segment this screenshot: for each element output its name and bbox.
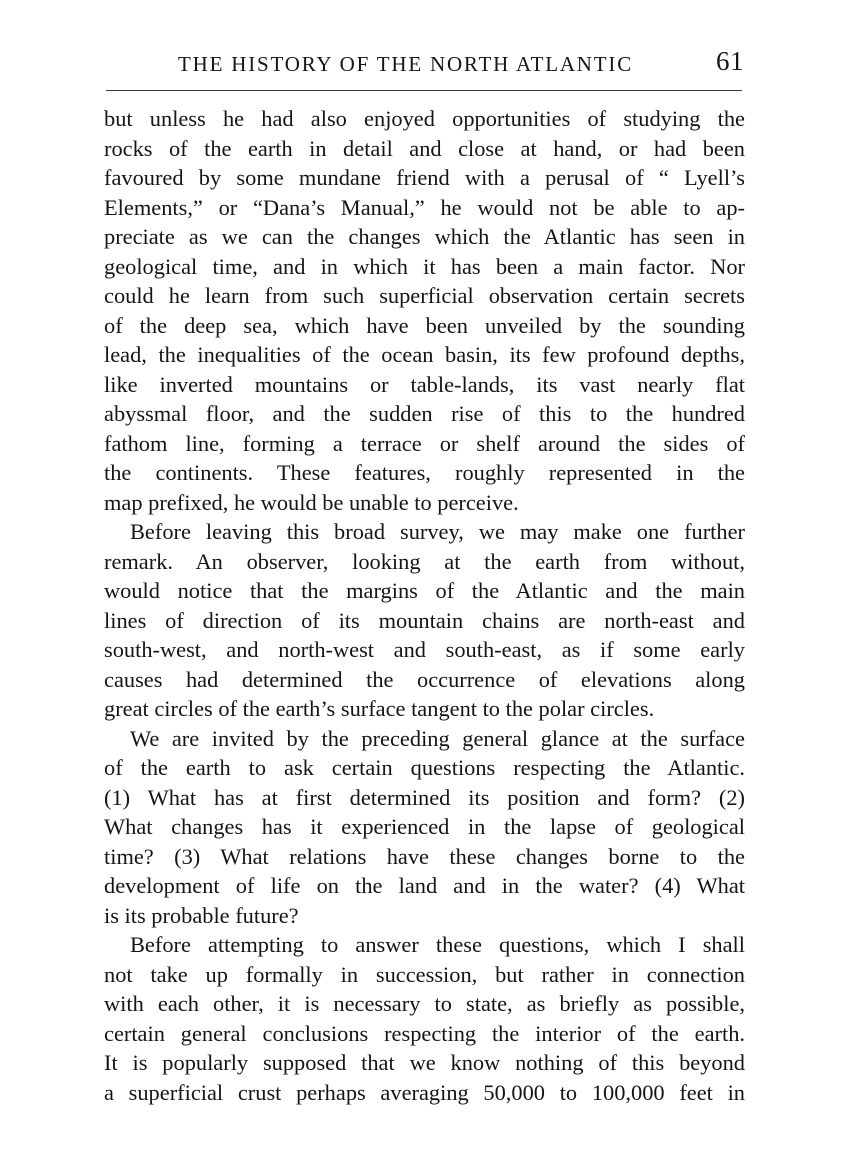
text-line: Elements,” or “Dana’s Manual,” he would not be able to ap-	[104, 194, 745, 220]
text-line: development of life on the land and in the water? (4) What	[104, 873, 745, 898]
text-line: but unless he had also enjoyed opportunities of studying the	[104, 106, 745, 131]
paragraph-first-line: Before leaving this broad survey, we may make one further	[130, 519, 745, 544]
text-line: certain general conclusions respecting the interior of the earth.	[104, 1020, 745, 1046]
text-line: abyssmal floor, and the sudden rise of this to the hundred	[104, 401, 745, 426]
text-line: lines of direction of its mountain chains are north-east and	[104, 607, 745, 633]
text-line: a superficial crust perhaps averaging 50,000 to 100,000 feet in	[104, 1079, 745, 1105]
text-line: of the deep sea, which have been unveiled by the sounding	[104, 312, 745, 338]
text-line: (1) What has at first determined its position and form? (2)	[104, 784, 745, 810]
text-line: would notice that the margins of the Atlantic and the main	[104, 578, 745, 603]
text-line: of the earth to ask certain questions respecting the Atlantic.	[104, 755, 745, 780]
text-line: geological time, and in which it has been a main factor. Nor	[104, 253, 745, 279]
text-line: fathom line, forming a terrace or shelf around the sides of	[104, 430, 745, 456]
text-line: map prefixed, he would be unable to perceive.	[104, 489, 519, 515]
text-line: preciate as we can the changes which the Atlantic has seen in	[104, 224, 745, 249]
running-title: THE HISTORY OF THE NORTH ATLANTIC	[178, 52, 634, 76]
paragraph-first-line: We are invited by the preceding general glance at the surface	[130, 725, 745, 751]
text-line: rocks of the earth in detail and close at hand, or had been	[104, 135, 745, 161]
text-line: What changes has it experienced in the lapse of geological	[104, 814, 745, 839]
text-line: could he learn from such superficial observation certain secrets	[104, 283, 745, 308]
text-line: like inverted mountains or table-lands, its vast nearly flat	[104, 371, 745, 397]
header-rule	[106, 90, 742, 91]
text-line: not take up formally in succession, but rather in connection	[104, 961, 745, 987]
running-head	[178, 44, 744, 84]
text-line: south-west, and north-west and south-east, as if some early	[104, 637, 745, 662]
page-number: 61	[716, 46, 744, 76]
text-line: the continents. These features, roughly represented in the	[104, 460, 745, 485]
text-line: lead, the inequalities of the ocean basin, its few profound depths,	[104, 342, 745, 367]
text-line: great circles of the earth’s surface tangent to the polar circles.	[104, 696, 655, 721]
body-text	[104, 104, 745, 1107]
paragraph-first-line: Before attempting to answer these questions, which I shall	[130, 932, 745, 957]
text-line: favoured by some mundane friend with a perusal of “ Lyell’s	[104, 165, 745, 190]
text-line: It is popularly supposed that we know nothing of this beyond	[104, 1050, 745, 1075]
text-line: with each other, it is necessary to state, as briefly as possible,	[104, 991, 745, 1016]
text-line: time? (3) What relations have these changes borne to the	[104, 843, 745, 869]
text-line: causes had determined the occurrence of elevations along	[104, 666, 745, 692]
text-line: remark. An observer, looking at the earth from without,	[104, 548, 745, 574]
text-line: is its probable future?	[104, 902, 299, 928]
